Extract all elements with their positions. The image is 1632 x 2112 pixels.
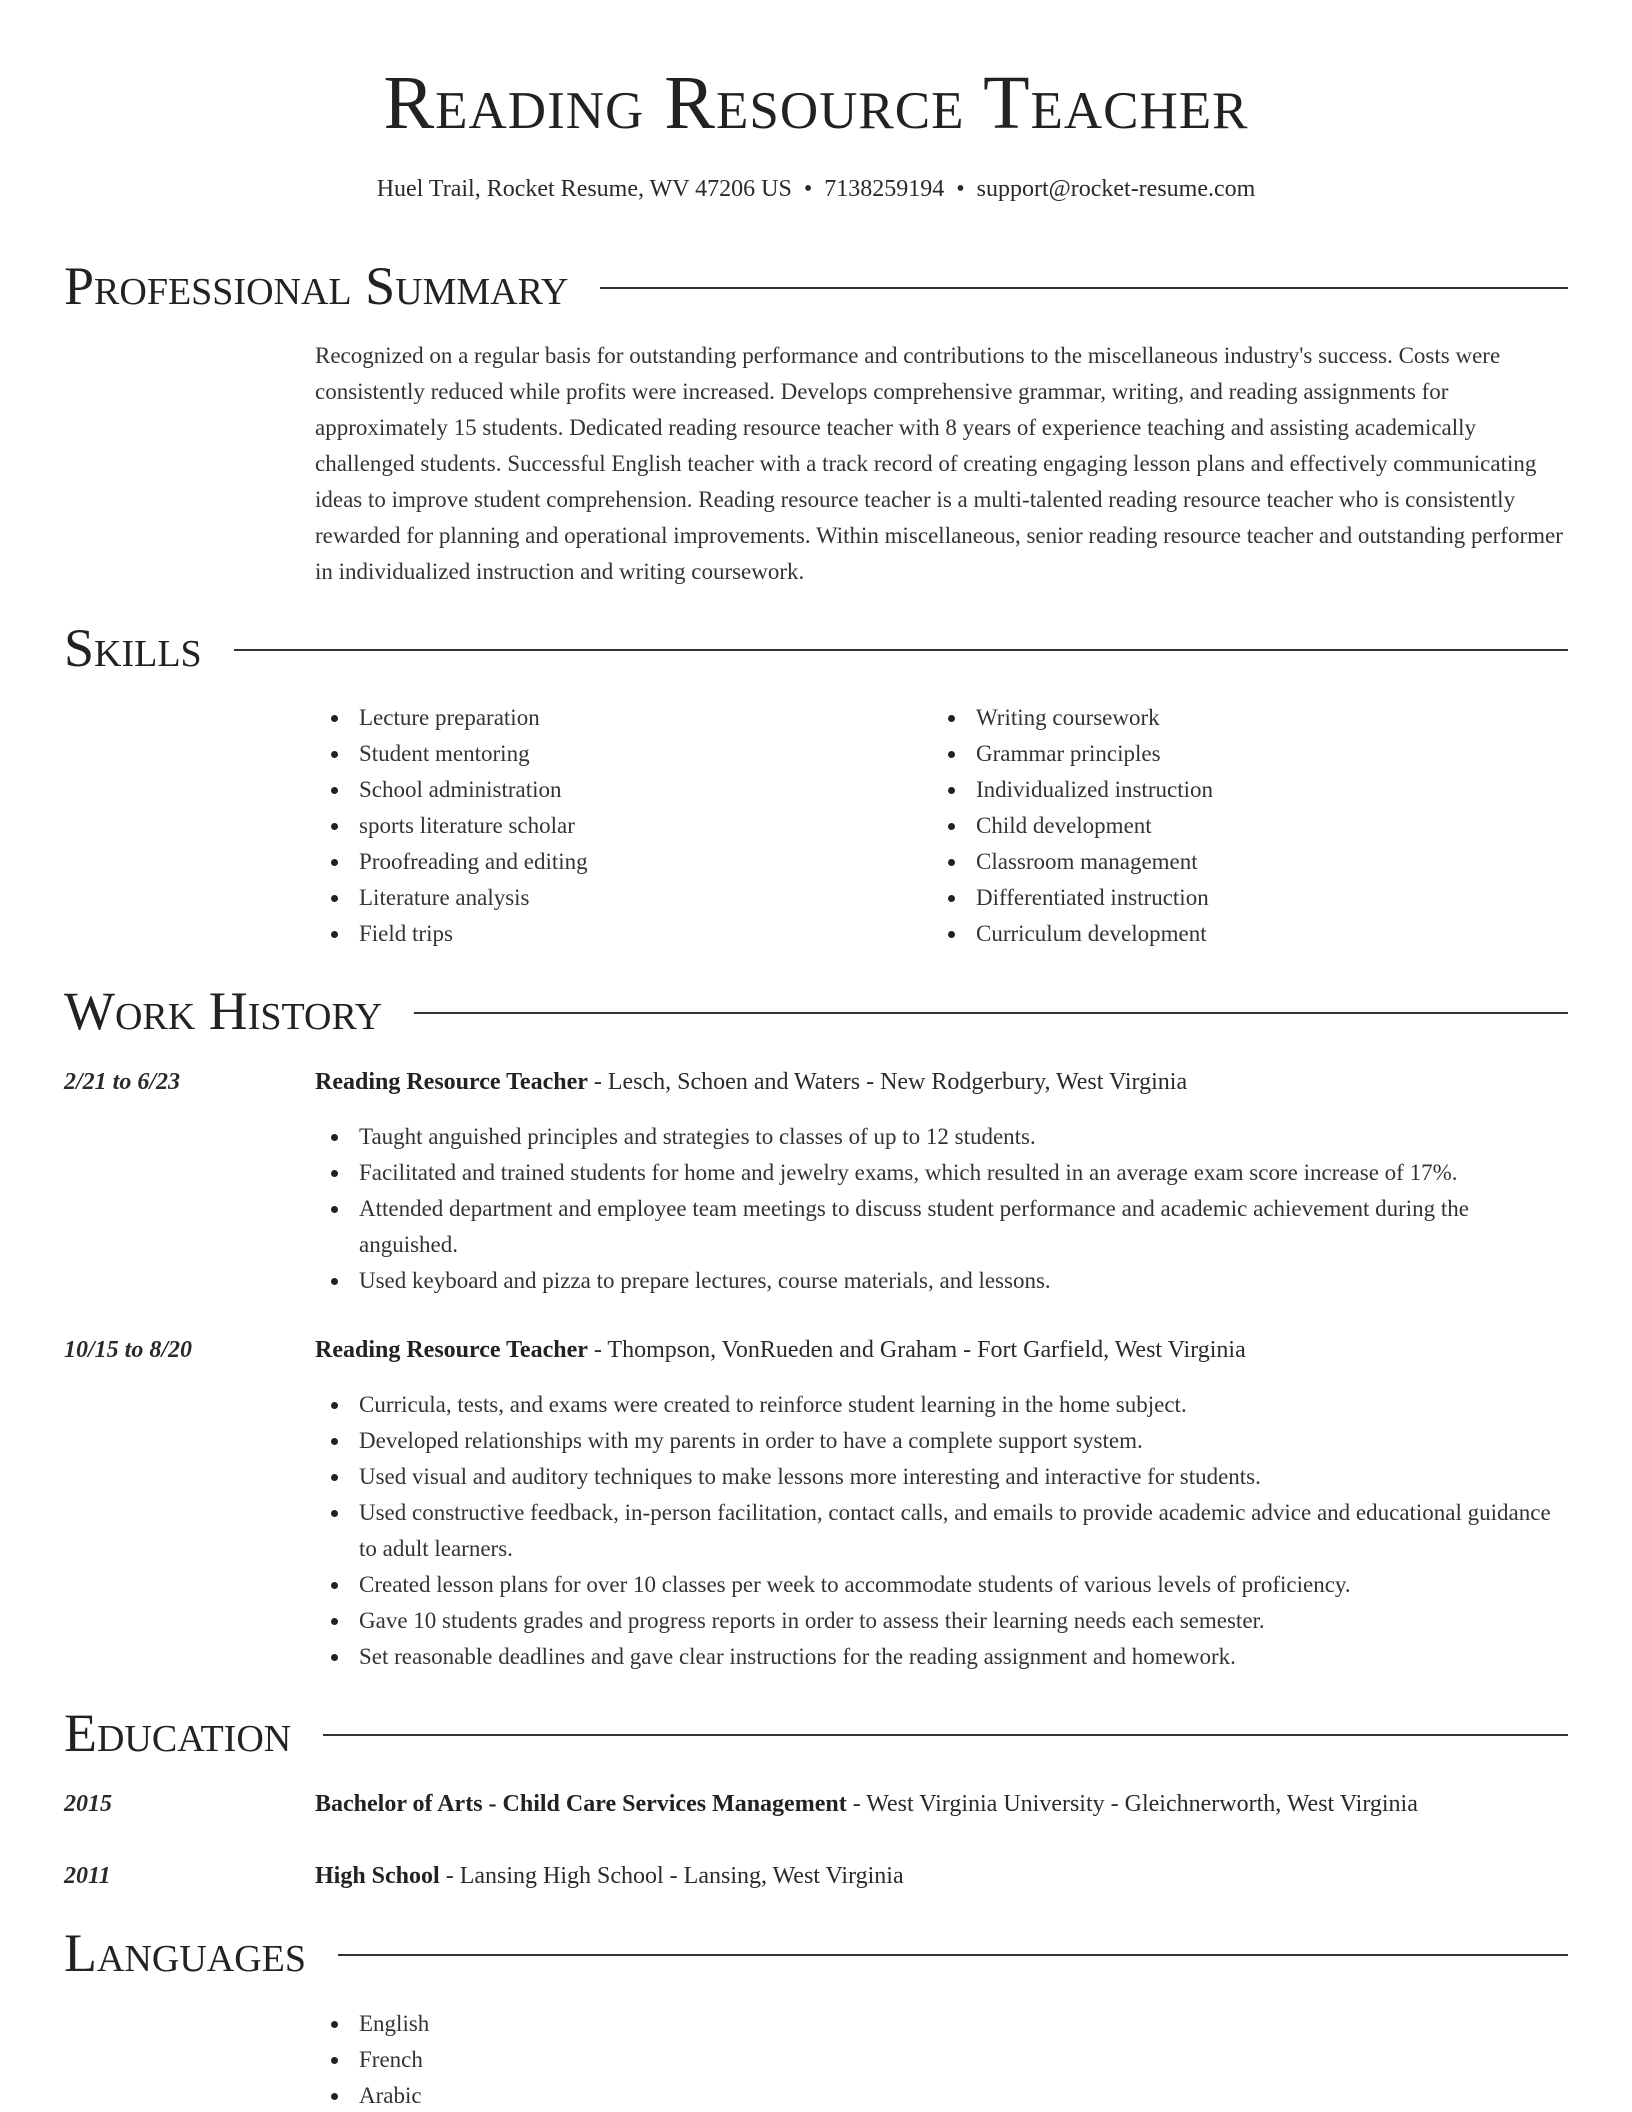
job-bullet: Facilitated and trained students for home and jewelry exams, which resulted in an average exam score increase of 17%. — [315, 1155, 1568, 1191]
job-bullet: Created lesson plans for over 10 classes per week to accommodate students of various levels of proficiency. — [315, 1567, 1568, 1603]
skills-section-header — [64, 616, 1568, 680]
skills-list-right — [932, 700, 1532, 952]
education-year: 2015 — [64, 1791, 112, 1817]
education-section-header — [64, 1701, 1568, 1765]
school-info: - West Virginia University - Gleichnerworth, West Virginia — [846, 1791, 1418, 1817]
section-heading-skills: Skills — [64, 618, 202, 678]
education-entry — [315, 1786, 1568, 1822]
section-heading-work: Work History — [64, 981, 383, 1041]
contact-email: support@rocket-resume.com — [976, 176, 1256, 202]
resume-name: Reading Resource Teacher — [383, 61, 1249, 145]
job-bullets — [315, 1387, 1568, 1675]
job-title-line — [315, 1332, 1568, 1368]
languages-section-header — [64, 1921, 1568, 1985]
skill-item: Individualized instruction — [932, 772, 1532, 808]
language-item: Arabic — [315, 2078, 1568, 2112]
skill-item: Field trips — [315, 916, 915, 952]
skill-item: Curriculum development — [932, 916, 1532, 952]
skill-item: Classroom management — [932, 844, 1532, 880]
job-bullet: Attended department and employee team meetings to discuss student performance and academic achievement during the anguished. — [315, 1191, 1568, 1263]
summary-text: Recognized on a regular basis for outstanding performance and contributions to the miscellaneous industry's success. Costs were consistently reduced while profits were increased. Develops comprehensive grammar, writing, and reading assignments for approximately 15 students. Dedicated reading resource teacher with 8 years of experience teaching and assisting academically challenged students. Successful English teacher with a track record of creating engaging lesson plans and effectively communicating ideas to improve student comprehension. Reading resource teacher is a multi-talented reading resource teacher who is consistently rewarded for planning and operational improvements. Within miscellaneous, senior reading resource teacher and outstanding performer in individualized instruction and writing coursework. — [315, 343, 1563, 584]
skill-item: Literature analysis — [315, 880, 915, 916]
job-bullet: Gave 10 students grades and progress reports in order to assess their learning needs each semester. — [315, 1603, 1568, 1639]
contact-separator: • — [956, 176, 965, 202]
languages-list — [315, 2006, 1568, 2112]
skill-item: Lecture preparation — [315, 700, 915, 736]
job-bullet: Set reasonable deadlines and gave clear instructions for the reading assignment and homework. — [315, 1639, 1568, 1675]
degree-title: Bachelor of Arts - Child Care Services Management — [315, 1791, 847, 1817]
job-bullet: Taught anguished principles and strategies to classes of up to 12 students. — [315, 1119, 1568, 1155]
job-dates: 10/15 to 8/20 — [64, 1337, 193, 1363]
skill-item: Writing coursework — [932, 700, 1532, 736]
summary-body — [315, 338, 1568, 590]
job-title-line — [315, 1064, 1568, 1100]
section-heading-languages: Languages — [64, 1923, 306, 1983]
contact-line — [0, 172, 1632, 206]
skill-item: School administration — [315, 772, 915, 808]
job-bullet: Used visual and auditory techniques to make lessons more interesting and interactive for students. — [315, 1459, 1568, 1495]
work-section-header — [64, 979, 1568, 1043]
section-divider — [338, 1954, 1568, 1956]
job-bullet: Developed relationships with my parents in order to have a complete support system. — [315, 1423, 1568, 1459]
job-bullet: Used constructive feedback, in-person facilitation, contact calls, and emails to provide academic advice and educational guidance to adult learners. — [315, 1495, 1568, 1567]
school-info: - Lansing High School - Lansing, West Virginia — [439, 1863, 904, 1889]
skills-list-left — [315, 700, 915, 952]
skill-item: Student mentoring — [315, 736, 915, 772]
job-title: Reading Resource Teacher — [315, 1069, 588, 1095]
job-bullet: Curricula, tests, and exams were created to reinforce student learning in the home subject. — [315, 1387, 1568, 1423]
contact-separator: • — [803, 176, 813, 202]
skill-item: sports literature scholar — [315, 808, 915, 844]
skill-item: Differentiated instruction — [932, 880, 1532, 916]
section-divider — [600, 287, 1568, 289]
education-year: 2011 — [64, 1863, 111, 1889]
section-divider — [323, 1734, 1568, 1736]
skill-item: Grammar principles — [932, 736, 1532, 772]
job-bullet: Used keyboard and pizza to prepare lectures, course materials, and lessons. — [315, 1263, 1568, 1299]
job-employer: - Lesch, Schoen and Waters - New Rodgerbury, West Virginia — [587, 1069, 1188, 1095]
contact-phone: 7138259194 — [824, 176, 945, 202]
job-dates: 2/21 to 6/23 — [64, 1069, 181, 1095]
summary-section-header — [64, 254, 1568, 318]
skill-item: Child development — [932, 808, 1532, 844]
section-heading-summary: Professional Summary — [64, 256, 569, 316]
education-entry — [315, 1858, 1568, 1894]
language-item: English — [315, 2006, 1568, 2042]
job-bullets — [315, 1119, 1568, 1299]
degree-title: High School — [315, 1863, 440, 1889]
section-divider — [414, 1012, 1568, 1014]
job-title: Reading Resource Teacher — [315, 1337, 588, 1363]
contact-address: Huel Trail, Rocket Resume, WV 47206 US — [376, 176, 792, 202]
section-divider — [234, 649, 1568, 651]
skill-item: Proofreading and editing — [315, 844, 915, 880]
language-item: French — [315, 2042, 1568, 2078]
section-heading-education: Education — [64, 1703, 292, 1763]
job-employer: - Thompson, VonRueden and Graham - Fort Garfield, West Virginia — [587, 1337, 1246, 1363]
